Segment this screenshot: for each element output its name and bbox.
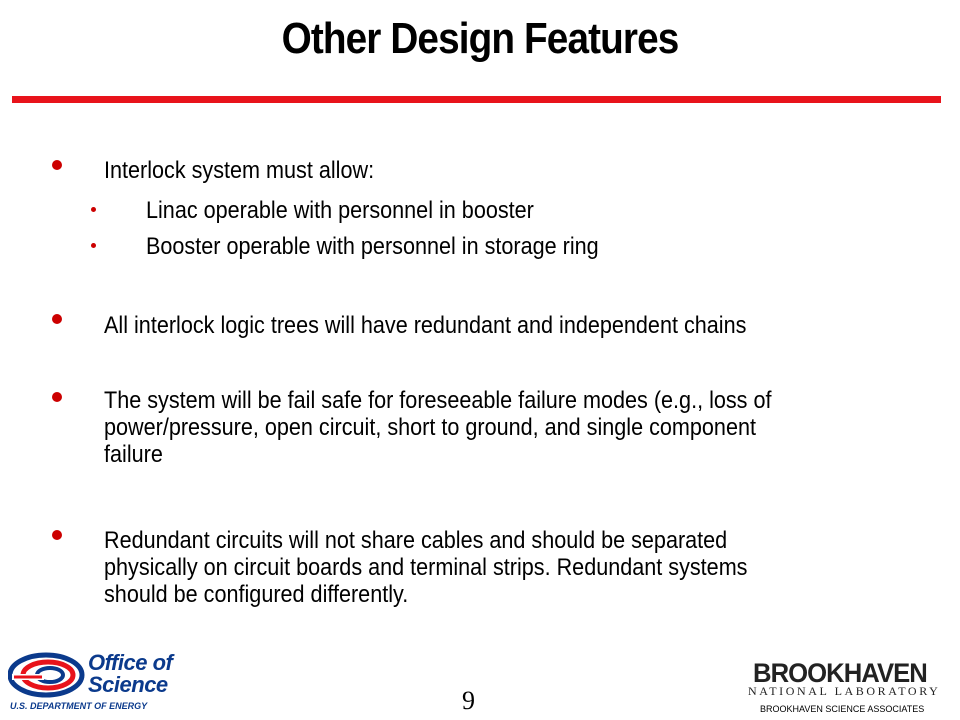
doe-logo-line2: Science <box>88 672 168 697</box>
doe-swirl-icon <box>8 652 86 700</box>
sub-bullet-text: Booster operable with personnel in storage ring <box>146 233 599 260</box>
bullet-text: Interlock system must allow: <box>104 157 375 184</box>
slide-title: Other Design Features <box>281 14 679 63</box>
bullet-line: power/pressure, open circuit, short to ground, and single component <box>104 414 756 441</box>
bnl-logo-subtitle: NATIONAL LABORATORY <box>748 684 941 698</box>
doe-office-of-science-logo <box>8 652 203 712</box>
bnl-associates-label: BROOKHAVEN SCIENCE ASSOCIATES <box>760 704 925 714</box>
bullet-marker <box>52 314 62 324</box>
bullet-line: The system will be fail safe for foreseeable failure modes (e.g., loss of <box>104 387 772 414</box>
sub-bullet-marker <box>91 243 96 248</box>
doe-logo-line1: Office of <box>88 650 173 675</box>
bullet-text <box>104 527 851 608</box>
bullet-line: failure <box>104 441 163 468</box>
doe-logo-department: U.S. DEPARTMENT OF ENERGY <box>10 701 148 711</box>
sub-bullet-marker <box>91 207 96 212</box>
sub-bullet-text: Linac operable with personnel in booster <box>146 197 534 224</box>
bullet-line: physically on circuit boards and terminal strips. Redundant systems <box>104 554 748 581</box>
brookhaven-logo <box>748 658 953 716</box>
page-number: 9 <box>462 686 475 715</box>
bullet-marker <box>52 160 62 170</box>
bullet-marker <box>52 392 62 402</box>
bnl-logo-name: BROOKHAVEN <box>753 658 927 688</box>
bullet-text <box>104 387 851 468</box>
bullet-text: All interlock logic trees will have redundant and independent chains <box>104 312 747 339</box>
bullet-line: should be configured differently. <box>104 581 409 608</box>
bullet-marker <box>52 530 62 540</box>
bullet-line: Redundant circuits will not share cables and should be separated <box>104 527 728 554</box>
